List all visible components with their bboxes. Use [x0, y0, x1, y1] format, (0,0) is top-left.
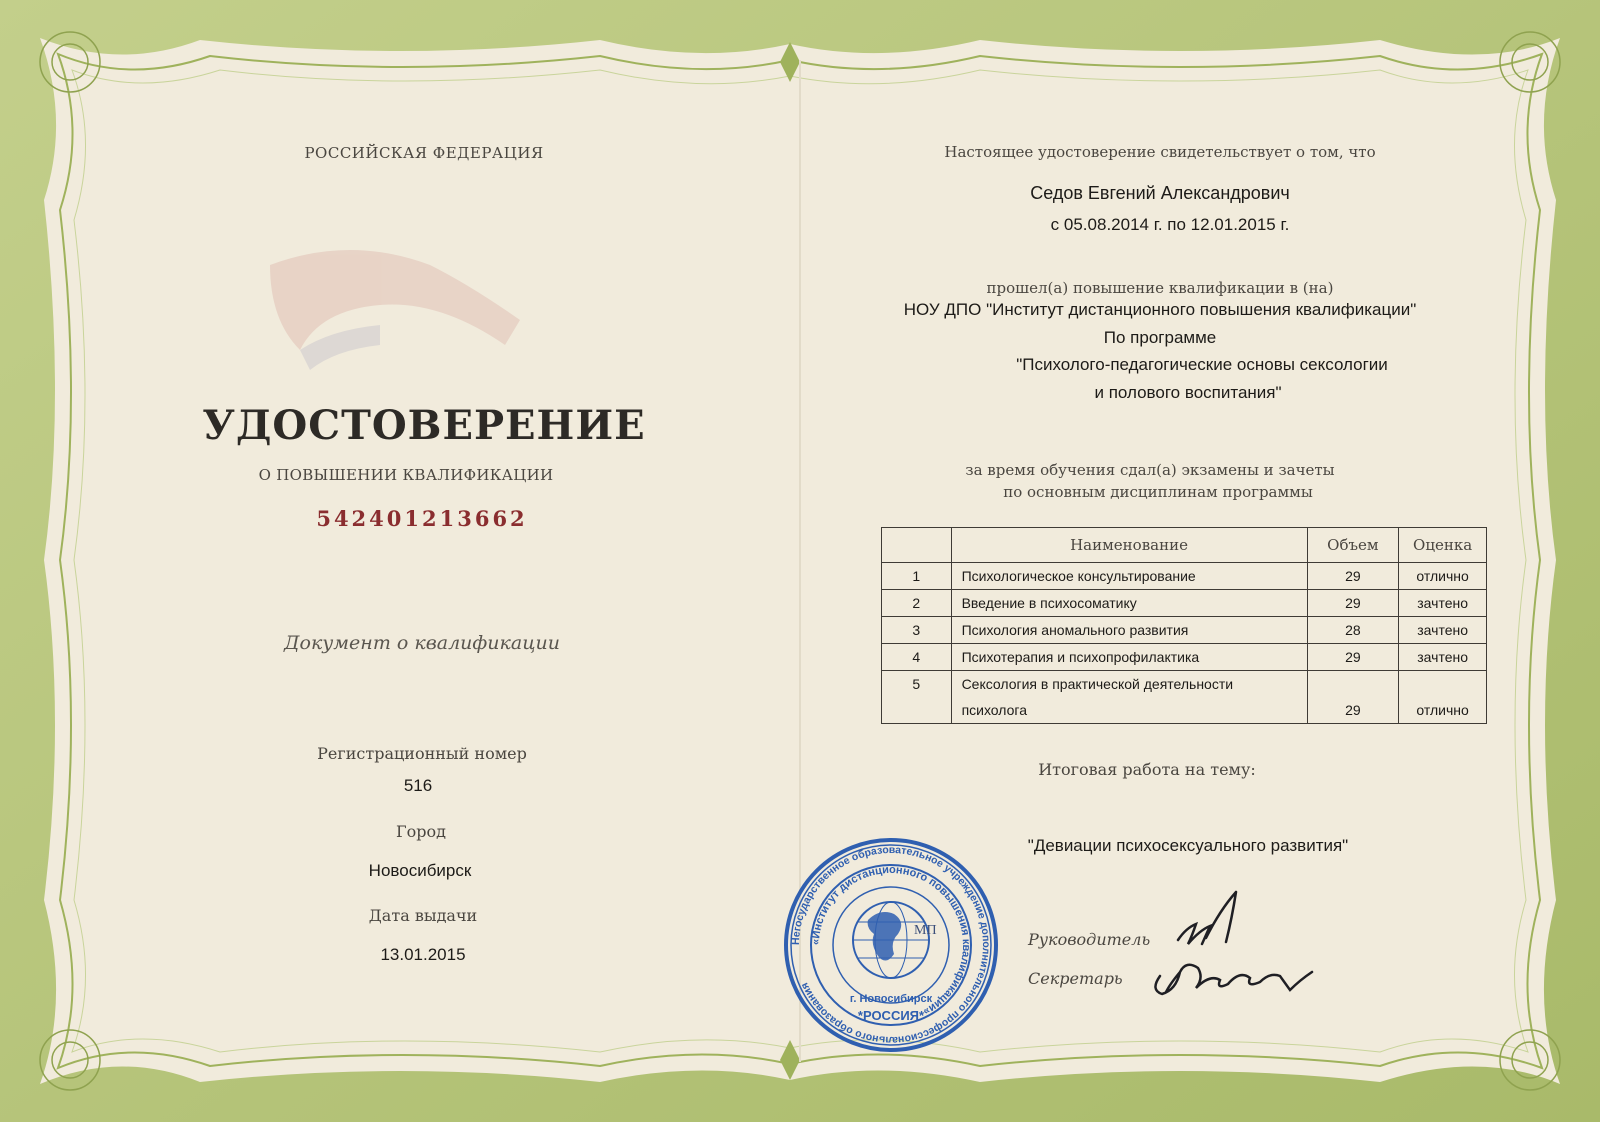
serial-number: 542401213662: [316, 506, 528, 531]
study-period: с 05.08.2014 г. по 12.01.2015 г.: [1050, 215, 1290, 234]
certifies-text: Настоящее удостоверение свидетельствует о том, что: [944, 143, 1376, 161]
passed-text: прошел(а) повышение квалификации в (на): [986, 279, 1334, 297]
subject-grade: зачтено: [1399, 590, 1487, 617]
registration-number: 516: [403, 776, 433, 795]
subject-name: Психология аномального развития: [951, 617, 1307, 644]
subject-volume-empty: [1307, 671, 1399, 698]
head-label: Руководитель: [1028, 930, 1151, 949]
header-grade: Оценка: [1399, 528, 1487, 563]
exams-text-line2: по основным дисциплинам программы: [1003, 483, 1313, 501]
secretary-signature: [1155, 965, 1312, 994]
document-type: Документ о квалификации: [284, 632, 560, 654]
registration-label: Регистрационный номер: [317, 744, 527, 763]
subject-volume: 29: [1307, 644, 1399, 671]
certificate-subtitle: О ПОВЫШЕНИИ КВАЛИФИКАЦИИ: [258, 466, 554, 484]
table-row-continuation: [882, 697, 1487, 724]
table-header-row: [882, 528, 1487, 563]
program-title-line1: "Психолого-педагогические основы сексологии: [1016, 355, 1388, 374]
subject-grade: зачтено: [1399, 617, 1487, 644]
row-number: 3: [882, 617, 952, 644]
subject-name: Введение в психосоматику: [951, 590, 1307, 617]
issue-date: 13.01.2015: [380, 945, 466, 964]
stamp-country-text: *РОССИЯ*: [857, 1008, 925, 1023]
subject-grade: отлично: [1399, 563, 1487, 590]
header-number: [882, 528, 952, 563]
subject-grade-empty: [1399, 671, 1487, 698]
institution-name: НОУ ДПО "Институт дистанционного повышения квалификации": [903, 300, 1417, 319]
header-volume: Объем: [1307, 528, 1399, 563]
subject-volume: 28: [1307, 617, 1399, 644]
table-row: [882, 644, 1487, 671]
stamp-city-text: г. Новосибирск: [849, 993, 933, 1005]
country-name: РОССИЙСКАЯ ФЕДЕРАЦИЯ: [304, 144, 544, 162]
exams-text-line1: за время обучения сдал(а) экзамены и зачеты: [965, 461, 1335, 479]
signatures: [1140, 880, 1340, 1020]
subjects-table: [881, 527, 1487, 724]
header-name: Наименование: [951, 528, 1307, 563]
row-number: 5: [882, 671, 952, 698]
program-title-line2: и полового воспитания": [1094, 383, 1282, 402]
row-number: 4: [882, 644, 952, 671]
row-number: 2: [882, 590, 952, 617]
row-number: 1: [882, 563, 952, 590]
person-name: Седов Евгений Александрович: [1030, 183, 1290, 203]
table-row: [882, 590, 1487, 617]
stamp-outer-text: Негосударственное образовательное учреждение дополнительного профессионального образования: [789, 843, 993, 1047]
table-row: [882, 563, 1487, 590]
stamp-inner-text: «Институт дистанционного повышения квалификации»: [809, 863, 973, 1018]
subject-volume: 29: [1307, 563, 1399, 590]
head-signature: [1178, 892, 1236, 944]
certificate-title: УДОСТОВЕРЕНИЕ: [202, 402, 646, 449]
subject-name: Психотерапия и психопрофилактика: [951, 644, 1307, 671]
final-work-label: Итоговая работа на тему:: [1038, 760, 1256, 779]
subject-volume: 29: [1307, 697, 1399, 724]
subject-name: Психологическое консультирование: [951, 563, 1307, 590]
issue-date-label: Дата выдачи: [368, 906, 478, 925]
subject-name: Сексология в практической деятельности: [951, 671, 1307, 698]
subject-grade: зачтено: [1399, 644, 1487, 671]
city-value: Новосибирск: [368, 861, 472, 880]
subject-name-continuation: психолога: [951, 697, 1307, 724]
subject-volume: 29: [1307, 590, 1399, 617]
table-row: [882, 671, 1487, 698]
subject-grade: отлично: [1399, 697, 1487, 724]
table-row: [882, 617, 1487, 644]
city-label: Город: [396, 822, 446, 841]
row-number-empty: [882, 697, 952, 724]
stamp-center-text: МП: [914, 923, 937, 938]
final-work-topic: "Девиации психосексуального развития": [1027, 836, 1349, 855]
secretary-label: Секретарь: [1028, 969, 1123, 988]
official-stamp: [782, 836, 1000, 1054]
globe-icon: [853, 902, 929, 978]
program-label: По программе: [1103, 328, 1217, 347]
